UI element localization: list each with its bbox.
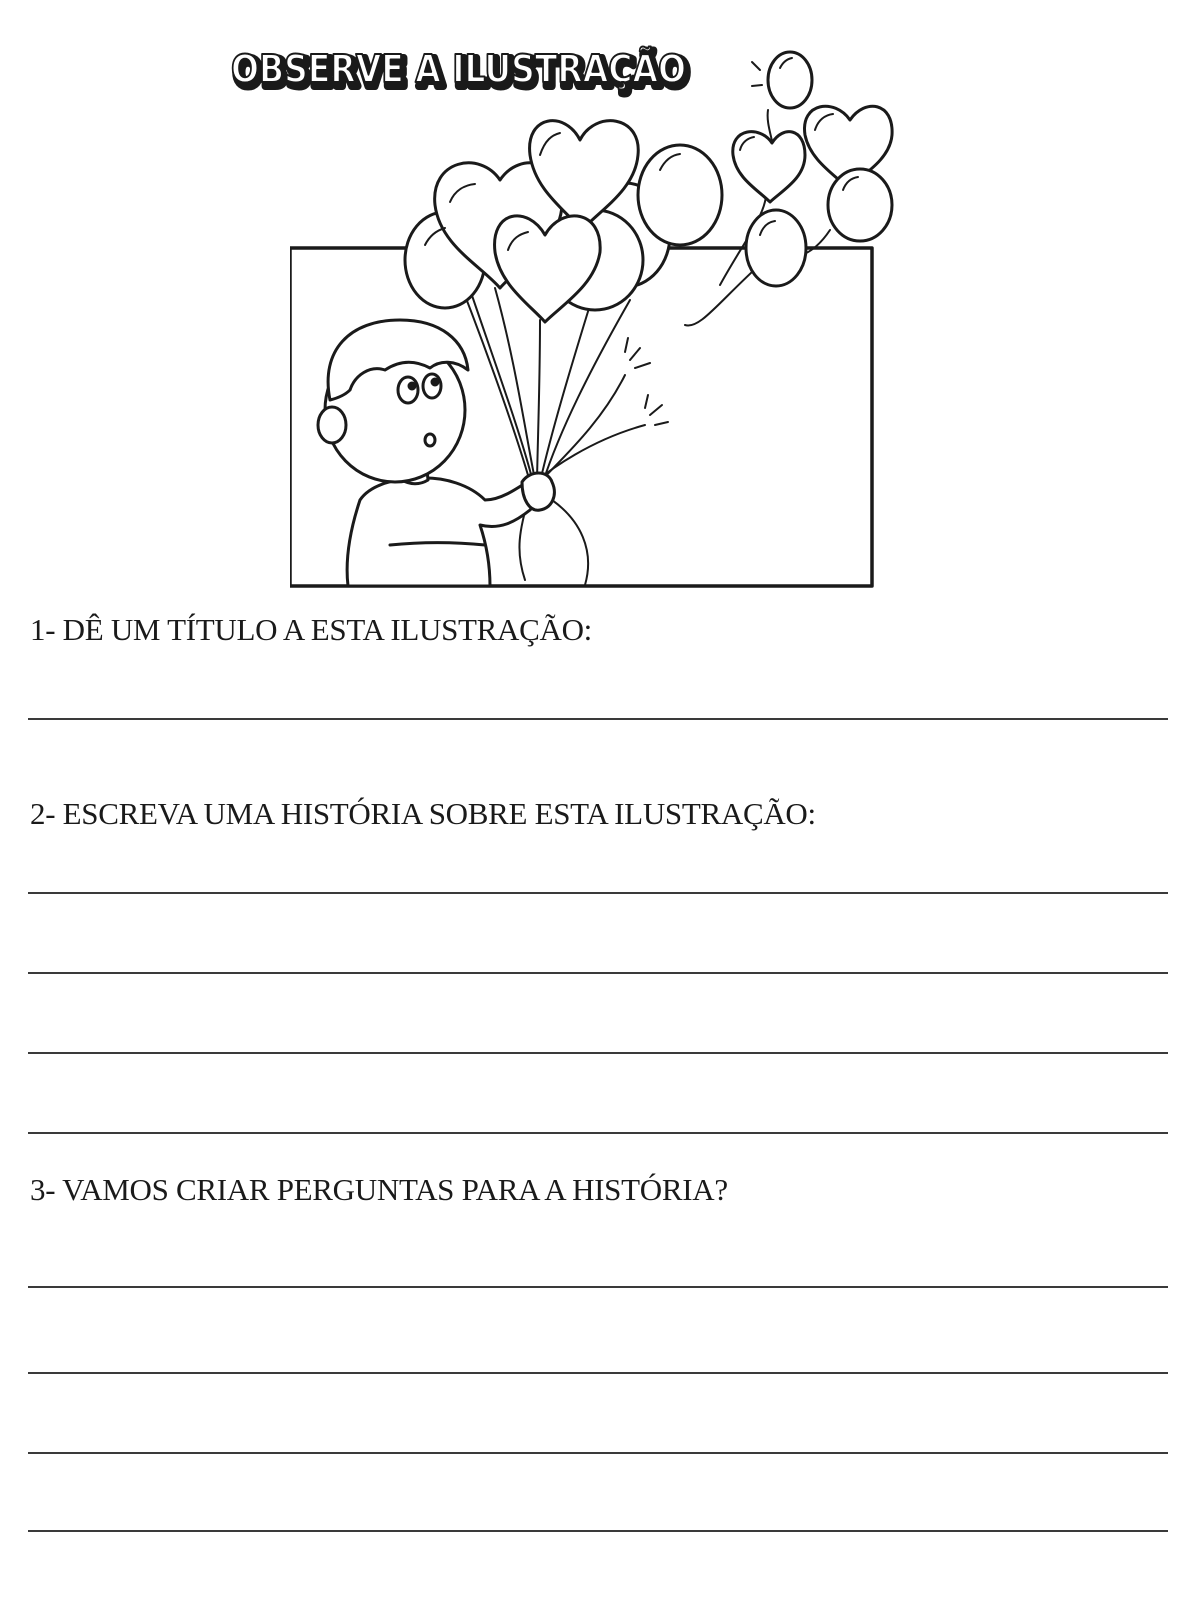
boy-with-balloons-illustration [290,30,1010,610]
answer-line-3c[interactable] [28,1452,1168,1454]
question-3-label: 3- VAMOS CRIAR PERGUNTAS PARA A HISTÓRIA? [30,1172,728,1207]
answer-line-1[interactable] [28,718,1168,720]
answer-line-2b[interactable] [28,972,1168,974]
boy-shirt-stripe [390,543,485,545]
balloon [828,169,892,241]
boy-mouth [425,434,435,446]
balloon [638,145,722,245]
answer-line-2d[interactable] [28,1132,1168,1134]
answer-line-3d[interactable] [28,1530,1168,1532]
boy-hand [522,473,554,510]
question-2-label: 2- ESCREVA UMA HISTÓRIA SOBRE ESTA ILUSTRAÇÃO: [30,796,816,831]
balloon [746,210,806,286]
answer-line-2c[interactable] [28,1052,1168,1054]
boy-eye [423,374,441,398]
answer-line-3a[interactable] [28,1286,1168,1288]
balloon [768,52,812,108]
answer-line-3b[interactable] [28,1372,1168,1374]
question-1-label: 1- DÊ UM TÍTULO A ESTA ILUSTRAÇÃO: [30,612,592,647]
page-title-shadow: OBSERVE A ILUSTRAÇÃO [234,51,689,95]
boy-ear [318,407,346,443]
page-title-text: OBSERVE A ILUSTRAÇÃO [231,47,686,91]
boy-eye [398,377,418,403]
answer-line-2a[interactable] [28,892,1168,894]
